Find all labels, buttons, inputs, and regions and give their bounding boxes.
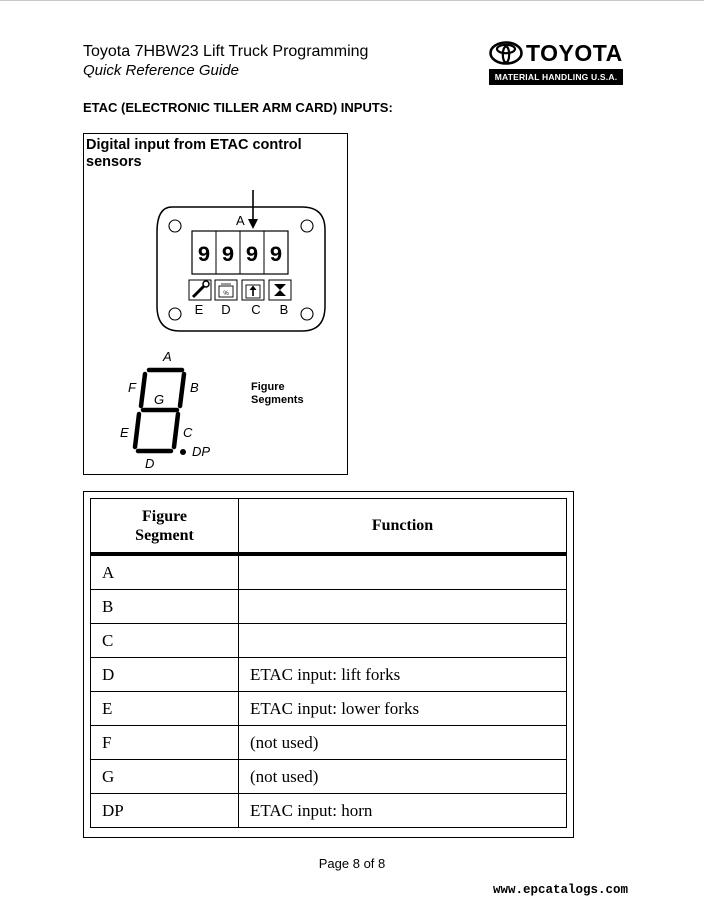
table-row: [91, 554, 567, 590]
function-cell: [239, 590, 567, 624]
display-digit: 9: [269, 243, 283, 268]
section-heading: ETAC (ELECTRONIC TILLER ARM CARD) INPUTS:: [83, 100, 393, 115]
segment-cell: A: [91, 554, 239, 590]
seven-segment-digit: [135, 370, 184, 451]
segment-function-table-frame: [83, 491, 574, 838]
function-cell: ETAC input: lift forks: [239, 658, 567, 692]
segment-cell: D: [91, 658, 239, 692]
segment-cell: G: [91, 760, 239, 794]
mounting-hole-icon: [169, 308, 181, 320]
segment-cell: F: [91, 726, 239, 760]
watermark-link[interactable]: www.epcatalogs.com: [493, 883, 629, 897]
segment-label-e: E: [120, 425, 129, 440]
header-figure-segment: Figure Segment: [91, 499, 239, 555]
battery-icon: [219, 284, 233, 297]
toyota-emblem-icon: [489, 41, 523, 65]
function-cell: ETAC input: lower forks: [239, 692, 567, 726]
document-subtitle: Quick Reference Guide: [83, 62, 239, 79]
decimal-point-icon: [180, 449, 186, 455]
etac-figure: [83, 133, 348, 475]
indicator-label: E: [194, 302, 204, 317]
pointer-label: A: [236, 213, 245, 228]
mounting-hole-icon: [301, 220, 313, 232]
function-cell: (not used): [239, 726, 567, 760]
segment-cell: C: [91, 624, 239, 658]
table-row: [91, 658, 567, 692]
segment-f: [141, 374, 145, 406]
hourglass-icon: [274, 284, 286, 296]
table-row: [91, 794, 567, 828]
display-digit: 9: [221, 243, 235, 268]
segment-cell: E: [91, 692, 239, 726]
table-row: [91, 590, 567, 624]
segment-label-a: A: [163, 349, 172, 364]
segment-label-b: B: [190, 380, 199, 395]
pointer-arrowhead-icon: [248, 219, 258, 229]
table-row: [91, 760, 567, 794]
segment-e: [135, 414, 139, 447]
svg-text:%: %: [223, 291, 229, 297]
table-row: [91, 726, 567, 760]
mounting-hole-icon: [169, 220, 181, 232]
segment-c: [174, 414, 178, 447]
function-cell: [239, 624, 567, 658]
lift-arrow-icon: [246, 285, 260, 298]
header-function: Function: [239, 499, 567, 555]
segment-label-c: C: [183, 425, 193, 440]
segment-b: [180, 374, 184, 406]
function-cell: [239, 554, 567, 590]
display-digit: 9: [245, 243, 259, 268]
document-title: Toyota 7HBW23 Lift Truck Programming: [83, 43, 369, 60]
mounting-hole-icon: [301, 308, 313, 320]
segment-label-g: G: [154, 392, 165, 407]
etac-diagram: [84, 134, 347, 474]
figure-caption: Digital input from ETAC control sensors: [86, 137, 302, 170]
function-cell: ETAC input: horn: [239, 794, 567, 828]
segment-cell: DP: [91, 794, 239, 828]
toyota-logo: [489, 40, 623, 86]
table-row: [91, 692, 567, 726]
segment-label-f: F: [128, 380, 136, 395]
page-number: Page 8 of 8: [318, 856, 386, 871]
segment-label-dp: DP: [192, 444, 211, 459]
function-cell: (not used): [239, 760, 567, 794]
display-digit: 9: [197, 243, 211, 268]
segment-function-table: [90, 498, 567, 828]
wrench-icon: [193, 281, 209, 297]
logo-band: MATERIAL HANDLING U.S.A.: [489, 69, 623, 85]
top-rule: [0, 0, 704, 1]
segment-label-d: D: [145, 456, 155, 471]
logo-wordmark: TOYOTA: [526, 39, 623, 66]
segment-cell: B: [91, 590, 239, 624]
indicator-label: C: [251, 302, 261, 317]
segment-title: Figure Segments: [251, 381, 304, 406]
indicator-label: D: [221, 302, 231, 317]
table-header-row: [91, 499, 567, 555]
table-row: [91, 624, 567, 658]
indicator-label: B: [279, 302, 289, 317]
